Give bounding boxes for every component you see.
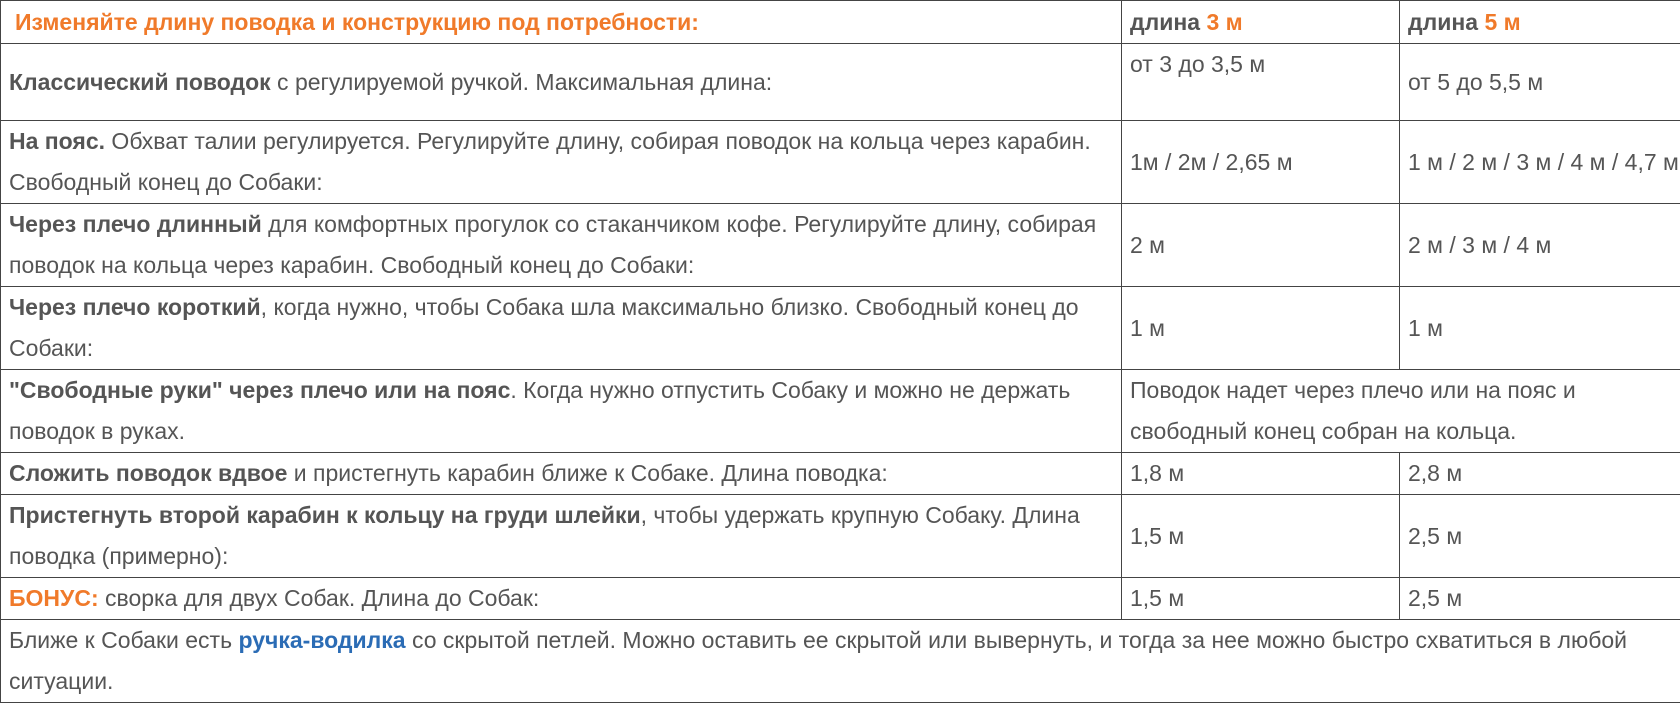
row-bold: Сложить поводок вдвое — [9, 460, 287, 486]
row-value-3m: 1,5 м — [1122, 578, 1400, 620]
row-bold: Через плечо короткий — [9, 294, 261, 320]
row-bold: "Свободные руки" через плечо или на пояс — [9, 377, 510, 403]
row-text: с регулируемой ручкой. Максимальная длина: — [271, 69, 772, 95]
header-title-cell — [1, 1, 1122, 44]
row-description — [1, 204, 1122, 287]
row-bold: Через плечо длинный — [9, 211, 262, 237]
handle-link[interactable]: ручка-водилка — [238, 627, 405, 653]
row-bold: На пояс. — [9, 128, 105, 154]
row-value-5m: 2,5 м — [1400, 578, 1680, 620]
table-row — [1, 204, 1680, 287]
row-description — [1, 495, 1122, 578]
row-text: . Когда нужно отпустить Собаку и можно не держать поводок в руках. — [9, 377, 1070, 444]
row-value-3m: 1м / 2м / 2,65 м — [1122, 121, 1400, 204]
row-text: Обхват талии регулируется. Регулируйте длину, собирая поводок на кольца через карабин. Свободный конец до Собаки: — [9, 128, 1091, 195]
bonus-label: БОНУС: — [9, 585, 99, 611]
header-value-3: 3 м — [1206, 9, 1242, 35]
row-text: и пристегнуть карабин ближе к Собаке. Длина поводка: — [287, 460, 887, 486]
row-value-3m: 1 м — [1122, 287, 1400, 370]
row-bold: Классический поводок — [9, 69, 271, 95]
header-length-5 — [1400, 1, 1680, 44]
row-value-3m: 1,8 м — [1122, 453, 1400, 495]
row-text: , чтобы удержать крупную Собаку. Длина поводка (примерно): — [9, 502, 1080, 569]
footer-row — [1, 620, 1680, 703]
row-value-5m: 2,5 м — [1400, 495, 1680, 578]
row-bold: Пристегнуть второй карабин к кольцу на груди шлейки — [9, 502, 641, 528]
row-text: для комфортных прогулок со стаканчиком кофе. Регулируйте длину, собирая поводок на кольца через карабин. Свободный конец до Собаки: — [9, 211, 1096, 278]
row-value-5m: 1 м — [1400, 287, 1680, 370]
row-description — [1, 44, 1122, 121]
row-value-merged: Поводок надет через плечо или на пояс и свободный конец собран на кольца. — [1122, 370, 1680, 453]
footer-text-after: со скрытой петлей. Можно оставить ее скрытой или вывернуть, и тогда за нее можно быстро схватиться в любой ситуации. — [9, 627, 1627, 694]
header-value-5: 5 м — [1484, 9, 1520, 35]
table-row — [1, 453, 1680, 495]
header-length-3 — [1122, 1, 1400, 44]
header-prefix-3: длина — [1130, 9, 1200, 35]
table-row — [1, 44, 1680, 121]
table-row — [1, 495, 1680, 578]
row-value-3m: 2 м — [1122, 204, 1400, 287]
row-value-5m: от 5 до 5,5 м — [1400, 44, 1680, 121]
row-description — [1, 370, 1122, 453]
table-row — [1, 121, 1680, 204]
row-description — [1, 453, 1122, 495]
table-row — [1, 287, 1680, 370]
row-value-5m: 1 м / 2 м / 3 м / 4 м / 4,7 м — [1400, 121, 1680, 204]
header-title: Изменяйте длину поводка и конструкцию под потребности: — [15, 9, 699, 35]
table-row — [1, 578, 1680, 620]
footer-text-before: Ближе к Собаки есть — [9, 627, 238, 653]
row-description — [1, 287, 1122, 370]
row-value-3m: 1,5 м — [1122, 495, 1400, 578]
footer-note — [1, 620, 1680, 703]
row-value-5m: 2 м / 3 м / 4 м — [1400, 204, 1680, 287]
row-text: сворка для двух Собак. Длина до Собак: — [99, 585, 540, 611]
row-text: , когда нужно, чтобы Собака шла максимально близко. Свободный конец до Собаки: — [9, 294, 1079, 361]
header-row — [1, 1, 1680, 44]
row-value-5m: 2,8 м — [1400, 453, 1680, 495]
table-row — [1, 370, 1680, 453]
row-description — [1, 121, 1122, 204]
row-description — [1, 578, 1122, 620]
row-value-3m: от 3 до 3,5 м — [1122, 44, 1400, 121]
header-prefix-5: длина — [1408, 9, 1478, 35]
